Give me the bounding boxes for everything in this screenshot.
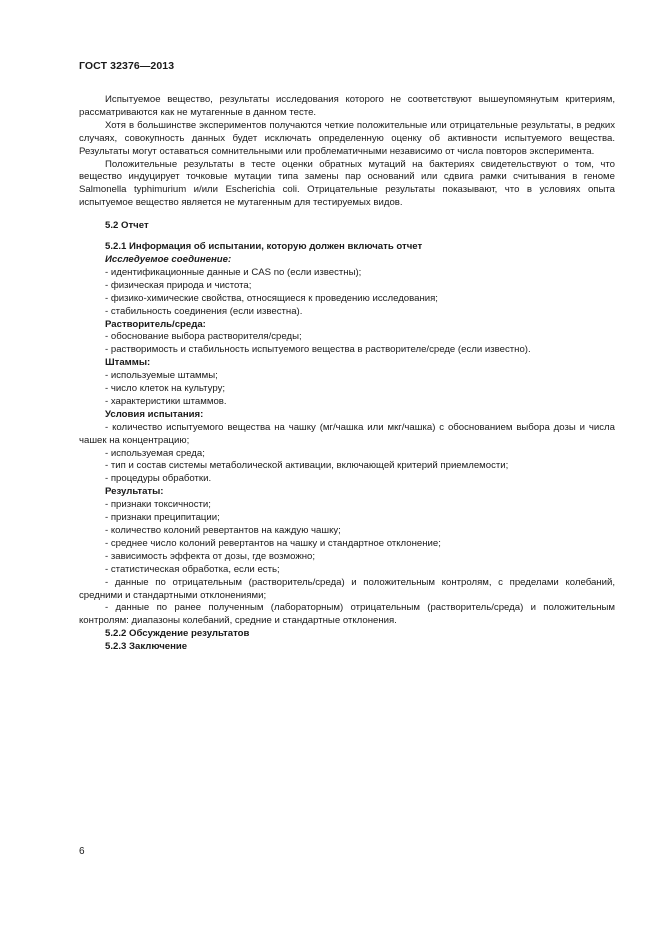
- list-item: - среднее число колоний ревертантов на чашку и стандартное отклонение;: [105, 537, 441, 549]
- document-header: ГОСТ 32376—2013: [79, 60, 175, 72]
- list-item: - число клеток на культуру;: [105, 383, 226, 395]
- subsection-heading: 5.2.1 Информация об испытании, которую должен включать отчет: [105, 241, 423, 253]
- list-item: - растворимость и стабильность испытуемого вещества в растворителе/среде (если известно).: [105, 344, 531, 356]
- list-item: - физическая природа и чистота;: [105, 279, 252, 291]
- paragraph: Хотя в большинстве экспериментов получаются четкие положительные или отрицательные результаты, в редких случаях, совокупность данных будет исключать определенную оценку об активности испытуемого вещества. Результаты могут оставаться сомнительными или проблематичными независимо от числа повторов эксперимента.: [79, 119, 615, 157]
- list-item: - признаки преципитации;: [105, 512, 220, 524]
- list-item: - используемая среда;: [105, 447, 205, 459]
- list-item: - статистическая обработка, если есть;: [105, 563, 280, 575]
- list-item: - признаки токсичности;: [105, 499, 211, 511]
- subsection-heading: 5.2.3 Заключение: [105, 641, 188, 653]
- list-item: - идентификационные данные и CAS no (если известны);: [105, 266, 362, 278]
- list-item: - процедуры обработки.: [105, 473, 212, 485]
- section-heading: 5.2 Отчет: [105, 220, 149, 232]
- page-body: [79, 94, 615, 654]
- list-item: - используемые штаммы;: [105, 370, 218, 382]
- list-item: - обоснование выбора растворителя/среды;: [105, 331, 302, 343]
- page-number: 6: [79, 846, 85, 857]
- list-item: - зависимость эффекта от дозы, где возможно;: [105, 550, 316, 562]
- list-item: - данные по ранее полученным (лабораторным) отрицательным (растворитель/среда) и положительным контролям: диапазоны колебаний, средние и стандартные отклонения.: [79, 602, 615, 627]
- list-item: - тип и состав системы метаболической активации, включающей критерий приемлемости;: [105, 460, 509, 472]
- group-title: Штаммы:: [105, 357, 151, 369]
- group-title: Растворитель/среда:: [105, 318, 206, 330]
- list-item: - характеристики штаммов.: [105, 395, 227, 407]
- list-item: - данные по отрицательным (растворитель/среда) и положительным контролям, с пределами колебаний, средними и стандартными отклонениями;: [79, 576, 615, 601]
- group-title: Условия испытания:: [105, 408, 204, 420]
- paragraph: Испытуемое вещество, результаты исследования которого не соответствуют вышеупомянутым критериям, рассматриваются как не мутагенные в данном тесте.: [79, 94, 615, 118]
- list-item: - количество колоний ревертантов на каждую чашку;: [105, 525, 341, 536]
- subsection-heading: 5.2.2 Обсуждение результатов: [105, 628, 250, 640]
- group-title: Результаты:: [105, 486, 164, 498]
- paragraph: Положительные результаты в тесте оценки обратных мутаций на бактериях свидетельствуют о том, что вещество индуцирует точковые мутации типа замены пар оснований или сдвига рамки считывания в геноме Salmonella typhimurium и/или Escherichia coli. Отрицательные результаты показывают, что в условиях опыта испытуемое вещество является не мутагенным для тестируемых видов.: [79, 158, 615, 209]
- list-item: - стабильность соединения (если известна).: [105, 305, 303, 317]
- group-title: Исследуемое соединение:: [105, 253, 232, 265]
- list-item: - физико-химические свойства, относящиеся к проведению исследования;: [105, 292, 438, 304]
- list-item: - количество испытуемого вещества на чашку (мг/чашка или мкг/чашка) с обоснованием выбора дозы и числа чашек на концентрацию;: [79, 421, 615, 446]
